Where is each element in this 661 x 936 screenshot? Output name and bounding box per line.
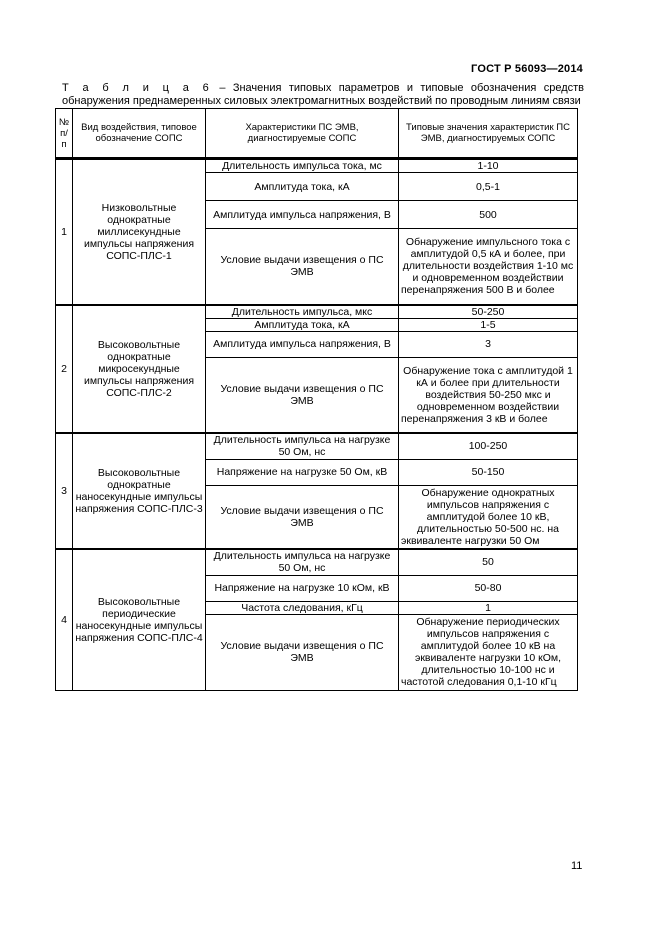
value-cell: 0,5-1 (399, 173, 578, 201)
characteristic-cell: Амплитуда импульса напряжения, В (206, 201, 399, 229)
document-standard-header: ГОСТ Р 56093—2014 (471, 63, 583, 75)
characteristic-cell: Амплитуда тока, кА (206, 318, 399, 331)
value-cell: Обнаружение периодических импульсов напряжения с амплитудой более 10 кВ на эквиваленте нагрузки 10 кОм, длительностью 10-100 нс и частотой следования 0,1-10 кГц (399, 614, 578, 690)
value-cell: 1-5 (399, 318, 578, 331)
characteristic-cell: Длительность импульса тока, мс (206, 159, 399, 173)
characteristic-cell: Длительность импульса на нагрузке 50 Ом, нс (206, 549, 399, 575)
header-kind: Вид воздействия, типовое обозначение СОПС (73, 109, 206, 159)
value-cell: 50-250 (399, 305, 578, 319)
table-group-1 (56, 159, 578, 305)
characteristic-cell: Напряжение на нагрузке 50 Ом, кВ (206, 459, 399, 485)
value-cell: 1 (399, 601, 578, 614)
table-group-4 (56, 549, 578, 690)
parameters-table (55, 108, 578, 691)
impact-kind: Высоковольтные однократные наносекундные импульсы напряжения СОПС-ПЛС-3 (73, 433, 206, 549)
value-cell: Обнаружение тока с амплитудой 1 кА и более при длительности воздействия 50-250 мкс и одновременном воздействии перенапряжения 3 кВ и более (399, 357, 578, 433)
characteristic-cell: Условие выдачи извещения о ПС ЭМВ (206, 485, 399, 549)
value-cell: 500 (399, 201, 578, 229)
value-cell: 3 (399, 331, 578, 357)
impact-kind: Высоковольтные периодические наносекундные импульсы напряжения СОПС-ПЛС-4 (73, 549, 206, 690)
header-characteristic: Характеристики ПС ЭМВ, диагностируемые СОПС (206, 109, 399, 159)
characteristic-cell: Условие выдачи извещения о ПС ЭМВ (206, 229, 399, 305)
value-cell: Обнаружение импульсного тока с амплитудой 0,5 кА и более, при длительности воздействия 1-10 мс и одновременном воздействии перенапряжения 500 В и более (399, 229, 578, 305)
row-number: 3 (56, 433, 73, 549)
characteristic-cell: Амплитуда тока, кА (206, 173, 399, 201)
row-number: 4 (56, 549, 73, 690)
table-row (56, 549, 578, 575)
characteristic-cell: Условие выдачи извещения о ПС ЭМВ (206, 357, 399, 433)
characteristic-cell: Длительность импульса, мкс (206, 305, 399, 319)
header-number: № п/п (56, 109, 73, 159)
row-number: 2 (56, 305, 73, 434)
table-caption-label: Т а б л и ц а 6 (62, 82, 212, 94)
table-caption-text: – Значения типовых параметров и типовые обозначения средств обнаружения преднамеренных силовых электромагнитных воздействий по проводным линиям связи (62, 82, 584, 107)
value-cell: 1-10 (399, 159, 578, 173)
characteristic-cell: Частота следования, кГц (206, 601, 399, 614)
table-row (56, 305, 578, 319)
table-group-2 (56, 305, 578, 434)
characteristic-cell: Амплитуда импульса напряжения, В (206, 331, 399, 357)
table-header-row (56, 109, 578, 159)
table-caption (62, 82, 584, 108)
value-cell: 100-250 (399, 433, 578, 459)
impact-kind: Высоковольтные однократные микросекундные импульсы напряжения СОПС-ПЛС-2 (73, 305, 206, 434)
characteristic-cell: Длительность импульса на нагрузке 50 Ом, нс (206, 433, 399, 459)
table-group-3 (56, 433, 578, 549)
value-cell: 50 (399, 549, 578, 575)
characteristic-cell: Напряжение на нагрузке 10 кОм, кВ (206, 575, 399, 601)
header-value: Типовые значения характеристик ПС ЭМВ, диагностируемых СОПС (399, 109, 578, 159)
table-row (56, 159, 578, 173)
table-row (56, 433, 578, 459)
impact-kind: Низковольтные однократные миллисекундные импульсы напряжения СОПС-ПЛС-1 (73, 159, 206, 305)
value-cell: Обнаружение однократных импульсов напряжения с амплитудой более 10 кВ, длительностью 50-500 нс. на эквиваленте нагрузки 50 Ом (399, 485, 578, 549)
characteristic-cell: Условие выдачи извещения о ПС ЭМВ (206, 614, 399, 690)
row-number: 1 (56, 159, 73, 305)
value-cell: 50-80 (399, 575, 578, 601)
value-cell: 50-150 (399, 459, 578, 485)
page-number: 11 (571, 860, 583, 872)
